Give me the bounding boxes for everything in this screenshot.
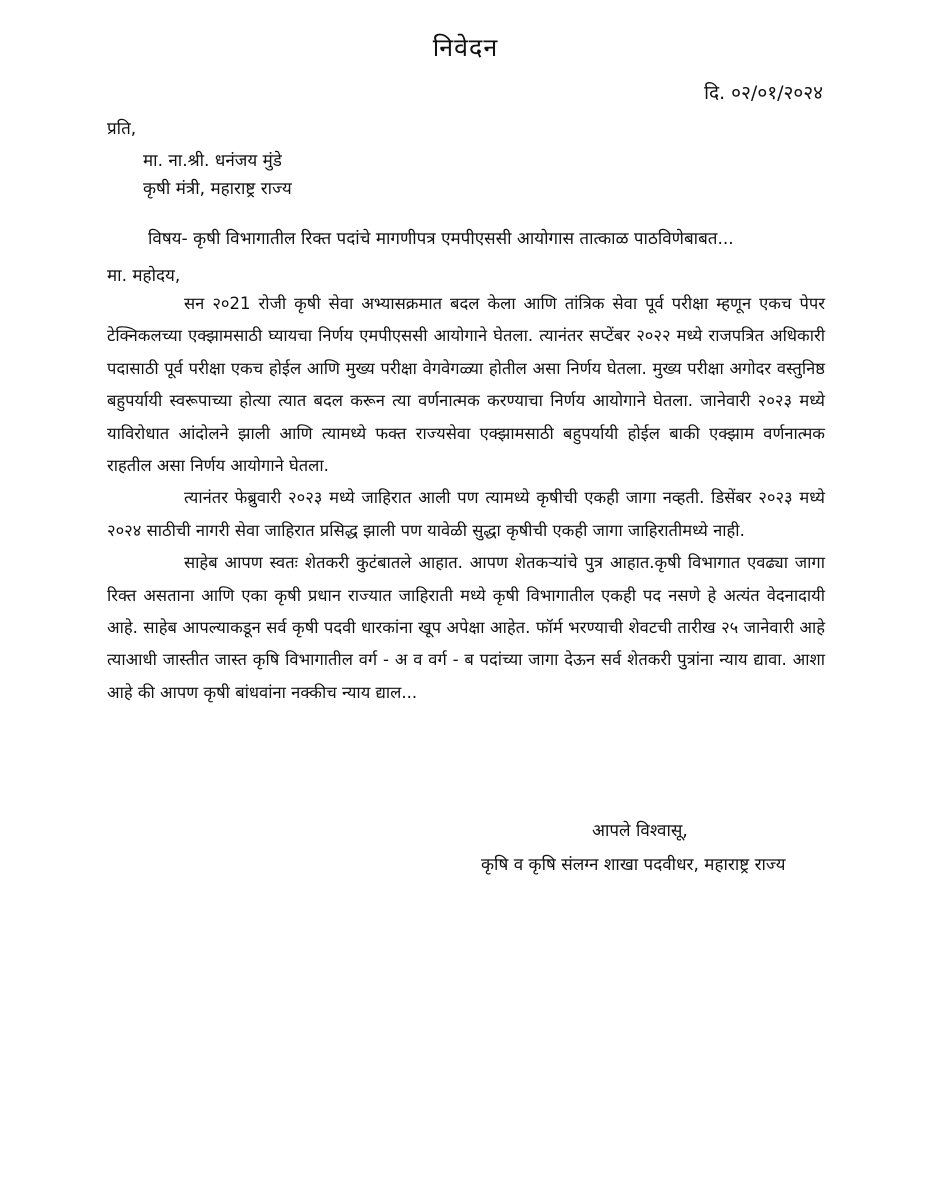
- to-label: प्रति,: [107, 119, 137, 139]
- signatory: कृषि व कृषि संलग्न शाखा पदवीधर, महाराष्ट्र राज्य: [481, 855, 786, 875]
- letter-date: दि. ०२/०१/२०२४: [704, 82, 823, 104]
- letter-title: निवेदन: [432, 33, 499, 62]
- recipient-name: मा. ना.श्री. धनंजय मुंडे: [143, 151, 282, 171]
- letter-subject: विषय- कृषी विभागातील रिक्त पदांचे मागणीपत्र एमपीएससी आयोगास तात्काळ पाठविणेबाबत...: [148, 229, 734, 249]
- closing: आपले विश्वासू,: [592, 821, 688, 841]
- body-paragraph-2: त्यानंतर फेब्रुवारी २०२३ मध्ये जाहिरात आली पण त्यामध्ये कृषीची एकही जागा नव्हती. डिसेंबर २०२३ मध्ये २०२४ साठीची नागरी सेवा जाहिरात प्रसिद्ध झाली पण यावेळी सुद्धा कृषीची एकही जागा जाहिरातीमध्ये नाही.: [107, 488, 825, 540]
- salutation: मा. महोदय,: [107, 266, 181, 286]
- letter-body: [107, 288, 825, 709]
- recipient-block: [143, 147, 292, 203]
- recipient-designation: कृषी मंत्री, महाराष्ट्र राज्य: [143, 179, 292, 199]
- body-paragraph-3: साहेब आपण स्वतः शेतकरी कुटंबातले आहात. आपण शेतकऱ्यांचे पुत्र आहात.कृषी विभागात एवढ्या जागा रिक्त असताना आणि एका कृषी प्रधान राज्यात जाहिराती मध्ये कृषी विभागातील एकही पद नसणे हे अत्यंत वेदनादायी आहे. साहेब आपल्याकडून सर्व कृषी पदवी धारकांना खूप अपेक्षा आहेत. फॉर्म भरण्याची शेवटची तारीख २५ जानेवारी आहे त्याआधी जास्तीत जास्त कृषि विभागातील वर्ग - अ व वर्ग - ब पदांच्या जागा देऊन सर्व शेतकरी पुत्रांना न्याय द्यावा. आशा आहे की आपण कृषी बांधवांना नक्कीच न्याय द्याल...: [107, 553, 825, 702]
- body-paragraph-1: सन २०21 रोजी कृषी सेवा अभ्यासक्रमात बदल केला आणि तांत्रिक सेवा पूर्व परीक्षा म्हणून एकच पेपर टेक्निकलच्या एक्झामसाठी घ्यायचा निर्णय एमपीएससी आयोगाने घेतला. त्यानंतर सप्टेंबर २०२२ मध्ये राजपत्रित अधिकारी पदासाठी पूर्व परीक्षा एकच होईल आणि मुख्य परीक्षा वेगवेगळ्या होतील असा निर्णय घेतला. मुख्य परीक्षा अगोदर वस्तुनिष्ठ बहुपर्यायी स्वरूपाच्या होत्या त्यात बदल करून त्या वर्णनात्मक करण्याचा निर्णय आयोगाने घेतला. जानेवारी २०२३ मध्ये याविरोधात आंदोलने झाली आणि त्यामध्ये फक्त राज्यसेवा एक्झामसाठी बहुपर्यायी होईल बाकी एक्झाम वर्णनात्मक राहतील असा निर्णय आयोगाने घेतला.: [107, 294, 825, 476]
